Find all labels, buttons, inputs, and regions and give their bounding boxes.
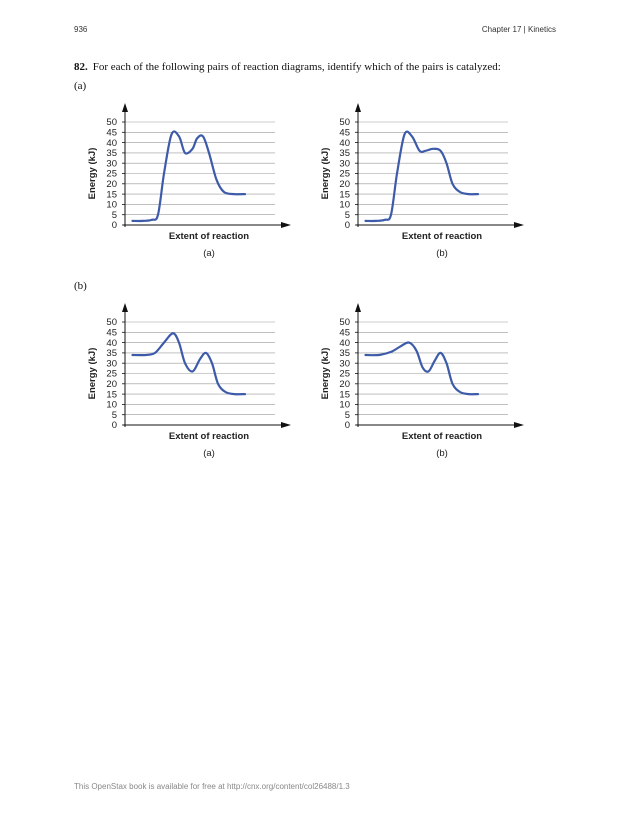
y-tick-label: 50 [339,317,350,329]
y-axis-arrow [122,303,128,312]
y-tick-label: 5 [111,409,117,421]
chart-a-2 [311,98,541,273]
y-tick-label: 5 [344,209,350,221]
x-axis-label: Extent of reaction [401,431,483,442]
y-tick-label: 25 [339,368,350,380]
y-tick-label: 20 [339,379,350,390]
y-tick-label: 15 [106,389,117,401]
y-tick-label: 0 [344,220,350,232]
x-axis-arrow [514,422,524,428]
y-tick-label: 20 [106,179,117,190]
y-tick-label: 45 [106,127,117,139]
y-axis-arrow [355,103,361,112]
page-number: 936 [74,25,88,34]
y-tick-label: 40 [339,137,350,149]
y-tick-label: 30 [339,158,350,170]
y-tick-label: 35 [106,348,117,360]
y-tick-label: 50 [339,117,350,129]
x-axis-arrow [281,222,291,228]
y-axis-label: Energy (kJ) [320,147,331,200]
y-tick-label: 30 [106,158,117,170]
chart-caption: (b) [436,448,448,459]
y-tick-label: 40 [106,337,117,349]
y-tick-label: 0 [111,420,117,432]
y-tick-label: 10 [106,199,117,211]
y-tick-label: 40 [106,137,117,149]
question-text: For each of the following pairs of reaction diagrams, identify which of the pairs is catalyzed: [92,61,501,73]
y-tick-label: 5 [111,209,117,221]
chart-svg [311,298,541,473]
y-tick-label: 50 [106,317,117,329]
y-tick-label: 45 [106,327,117,339]
y-tick-label: 35 [339,348,350,360]
y-axis-label: Energy (kJ) [87,347,98,400]
x-axis-label: Extent of reaction [168,431,250,442]
y-tick-label: 5 [344,409,350,421]
y-tick-label: 15 [339,389,350,401]
y-tick-label: 35 [106,148,117,160]
part-label-a: (a) [74,80,87,92]
y-axis-label: Energy (kJ) [87,147,98,200]
y-tick-label: 25 [106,168,117,180]
y-tick-label: 30 [106,358,117,370]
chart-svg [78,98,308,273]
chart-b-1 [78,298,308,473]
question-number: 82. [74,61,88,73]
x-axis-arrow [281,422,291,428]
y-tick-label: 25 [106,368,117,380]
y-tick-label: 20 [106,379,117,390]
y-tick-label: 50 [106,117,117,129]
y-tick-label: 15 [339,189,350,201]
chart-caption: (b) [436,248,448,259]
chart-svg [311,98,541,273]
chart-svg [78,298,308,473]
question [74,61,564,73]
x-axis-arrow [514,222,524,228]
y-axis-label: Energy (kJ) [320,347,331,400]
y-tick-label: 15 [106,189,117,201]
y-tick-label: 45 [339,327,350,339]
energy-curve [366,343,479,395]
y-axis-arrow [122,103,128,112]
y-tick-label: 25 [339,168,350,180]
part-label-b: (b) [74,280,87,292]
y-tick-label: 40 [339,337,350,349]
y-tick-label: 10 [339,199,350,211]
x-axis-label: Extent of reaction [168,231,250,242]
y-tick-label: 0 [111,220,117,232]
energy-curve [133,131,246,221]
y-axis-arrow [355,303,361,312]
chart-caption: (a) [203,448,215,459]
chart-caption: (a) [203,248,215,259]
y-tick-label: 0 [344,420,350,432]
y-tick-label: 35 [339,148,350,160]
running-head: Chapter 17 | Kinetics [481,25,556,34]
y-tick-label: 10 [106,399,117,411]
y-tick-label: 20 [339,179,350,190]
energy-curve [366,132,479,221]
y-tick-label: 30 [339,358,350,370]
x-axis-label: Extent of reaction [401,231,483,242]
y-tick-label: 10 [339,399,350,411]
chart-a-1 [78,98,308,273]
chart-b-2 [311,298,541,473]
footer-text: This OpenStax book is available for free at http://cnx.org/content/col26488/1.3 [74,782,350,791]
y-tick-label: 45 [339,127,350,139]
